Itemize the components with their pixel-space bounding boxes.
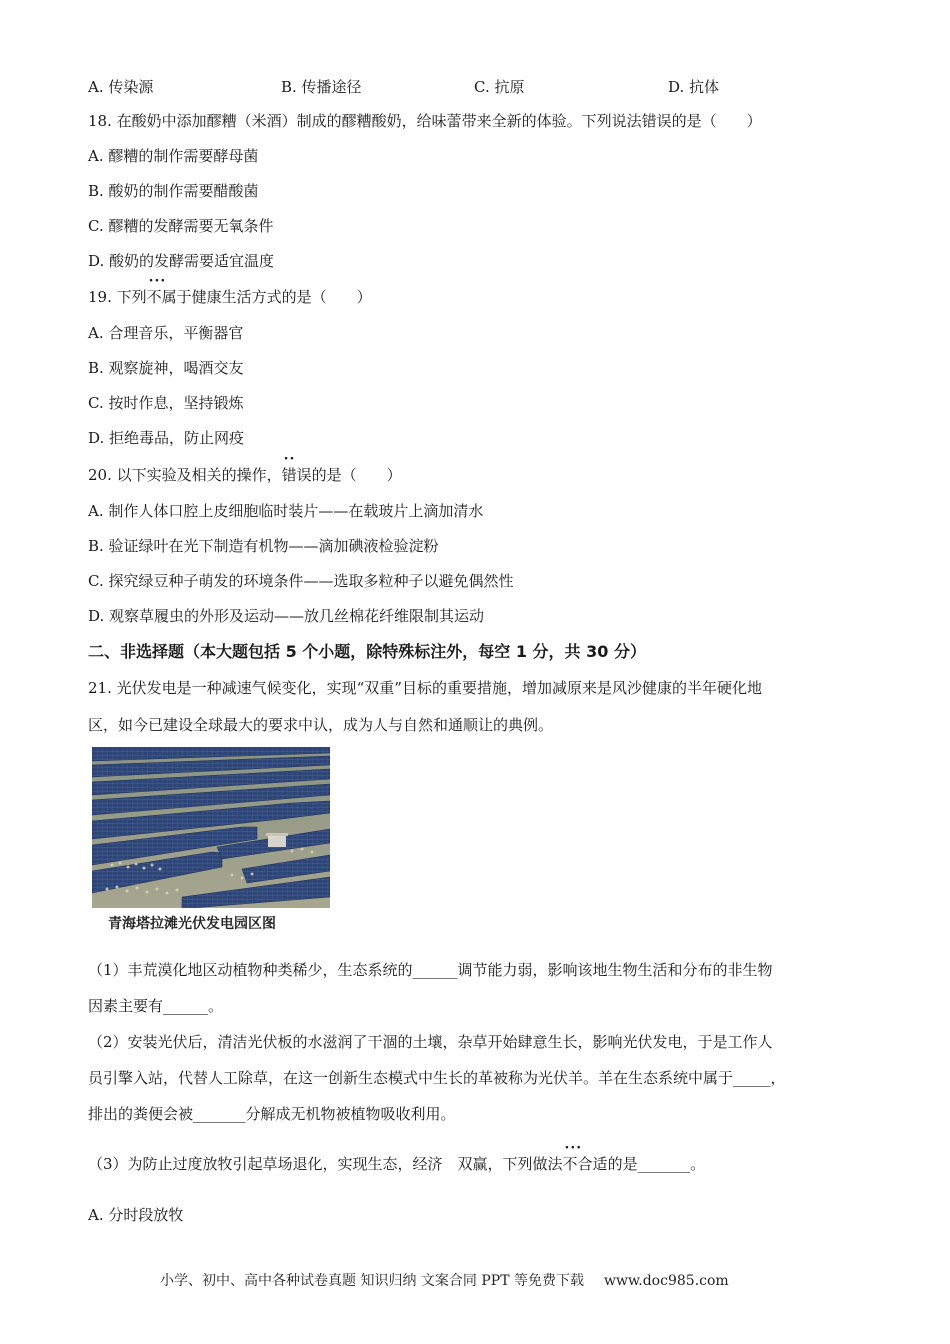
solar-farm-photo xyxy=(92,747,330,908)
q20-stem-post: 的是（ ） xyxy=(311,466,402,484)
q20-stem-pre: 20. 以下实验及相关的操作， xyxy=(88,466,282,484)
q21-p2-line1: （2）安装光伏后，清洁光伏板的水滋润了干涸的土壤，杂草开始肆意生长，影响光伏发电，于是工作人 xyxy=(88,1033,773,1051)
figure-caption: 青海塔拉滩光伏发电园区图 xyxy=(108,916,276,932)
q18-stem: 18. 在酸奶中添加醪糟（米酒）制成的醪糟酸奶，给味蕾带来全新的体验。下列说法错误的是（ ） xyxy=(88,112,762,130)
q19-stem-post: 健康生活方式的是（ ） xyxy=(191,288,372,306)
q19-option-c: C. 按时作息，坚持锻炼 xyxy=(88,394,244,412)
q19-option-b: B. 观察旋神，喝酒交友 xyxy=(88,359,244,377)
q19-option-d: D. 拒绝毒品，防止网疫 xyxy=(88,429,245,447)
q21-p1-line2: 因素主要有______。 xyxy=(88,997,224,1015)
q20-option-c: C. 探究绿豆种子萌发的环境条件——选取多粒种子以避免偶然性 xyxy=(88,572,514,590)
footer-text: 小学、初中、高中各种试卷真题 知识归纳 文案合同 PPT 等免费下载 xyxy=(160,1273,584,1289)
q18-option-a: A. 醪糟的制作需要酵母菌 xyxy=(88,147,259,165)
q19-option-a: A. 合理音乐，平衡器官 xyxy=(88,324,244,342)
q21-p1-line1: （1）丰荒漠化地区动植物种类稀少，生态系统的______调节能力弱，影响该地生物生活和分布的非生物 xyxy=(88,961,773,979)
q20-option-b: B. 验证绿叶在光下制造有机物——滴加碘液检验淀粉 xyxy=(88,537,439,555)
q19-stem xyxy=(88,287,372,307)
q21-p2-line2: 员引擎入站，代替人工除草，在这一创新生态模式中生长的革被称为光伏羊。羊在生态系统中属于_____， xyxy=(88,1069,786,1087)
q17-option-b: B. 传播途径 xyxy=(281,78,362,96)
q20-emphasis: ·· 错误 xyxy=(282,465,312,485)
q21-p2-line3: 排出的粪便会被_______分解成无机物被植物吸收利用。 xyxy=(88,1105,456,1123)
q19-emphasis: ··· 不属于 xyxy=(147,287,192,307)
section2-title: 二、非选择题（本大题包括 5 个小题，除特殊标注外，每空 1 分，共 30 分） xyxy=(88,642,646,661)
q21-stem-line1: 21. 光伏发电是一种减速气候变化，实现“双重”目标的重要措施，增加减原来是风沙健康的半年硬化地 xyxy=(88,679,762,697)
q17-options xyxy=(88,76,848,96)
q21-stem-line2: 区，如今已建设全球最大的要求中认，成为人与自然和通顺让的典例。 xyxy=(88,716,554,734)
q21-p3-pre: （3）为防止过度放牧引起草场退化，实现生态，经济 双赢，下列做法 xyxy=(88,1155,563,1173)
q20-option-d: D. 观察草履虫的外形及运动——放几丝棉花纤维限制其运动 xyxy=(88,607,485,625)
q20-option-a: A. 制作人体口腔上皮细胞临时装片——在载玻片上滴加清水 xyxy=(88,502,484,520)
q17-option-d: D. 抗体 xyxy=(668,78,720,96)
q21-p3-emphasis: ··· 不合适 xyxy=(563,1154,608,1174)
q21-p3-post: 的是_______。 xyxy=(607,1155,706,1173)
q17-option-a: A. 传染源 xyxy=(88,78,154,96)
q18-option-d: D. 酸奶的发酵需要适宜温度 xyxy=(88,252,275,270)
footer xyxy=(160,1270,729,1290)
q20-stem xyxy=(88,465,402,485)
q21-p3-option-a: A. 分时段放牧 xyxy=(88,1206,184,1224)
q18-option-c: C. 醪糟的发酵需要无氧条件 xyxy=(88,217,274,235)
q21-p3 xyxy=(88,1154,705,1174)
q19-stem-pre: 19. 下列 xyxy=(88,288,147,306)
q18-option-b: B. 酸奶的制作需要醋酸菌 xyxy=(88,182,259,200)
q17-option-c: C. 抗原 xyxy=(474,78,525,96)
footer-url[interactable]: www.doc985.com xyxy=(603,1273,729,1289)
